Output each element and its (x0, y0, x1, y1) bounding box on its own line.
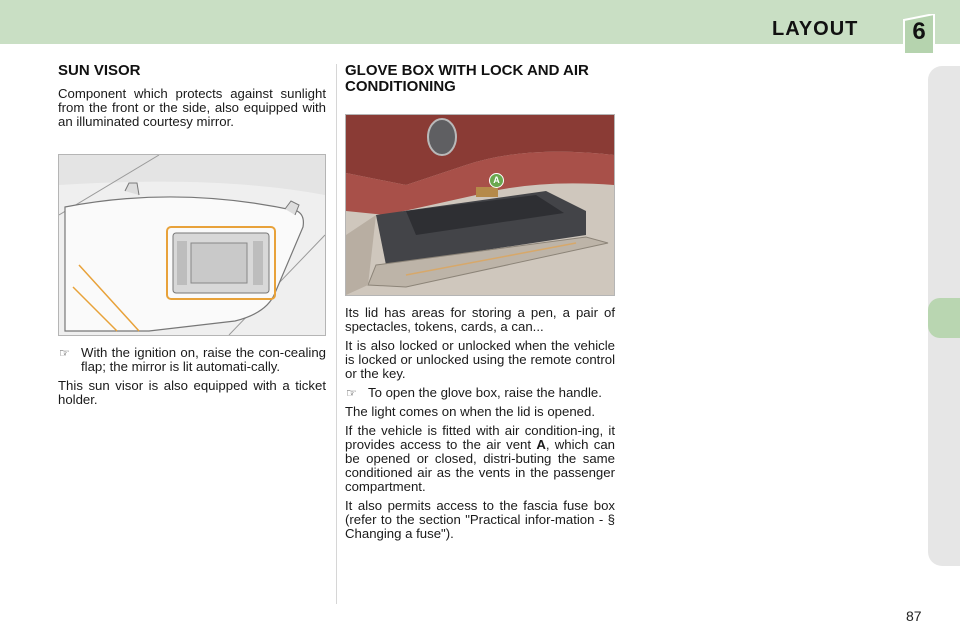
sun-visor-note: This sun visor is also equipped with a ticket holder. (58, 378, 326, 407)
glove-box-instruction-text: To open the glove box, raise the handle. (368, 385, 602, 400)
air-vent-callout-a: A (489, 173, 504, 188)
glove-box-p3: The light comes on when the lid is opened. (345, 404, 595, 419)
chapter-number: 6 (912, 18, 926, 45)
glove-box-p4-end: , which can be opened or closed, distri-buting the same conditioned air as the vents in the passenger compartment. (345, 437, 615, 494)
glove-box-p2: It is also locked or unlocked when the vehicle is locked or unlocked using the remote control or the key. (345, 338, 615, 381)
sun-visor-illustration (58, 154, 326, 336)
pointing-hand-icon: ☞ (346, 386, 357, 400)
chapter-title: LAYOUT (772, 18, 859, 40)
sun-visor-instruction (58, 346, 326, 374)
glove-box-p4 (345, 424, 615, 494)
glove-box-p4-start: If the vehicle is fitted with air condition-ing, it provides access to the air vent (345, 423, 615, 452)
glove-box-instruction (345, 386, 615, 400)
sun-visor-intro: Component which protects against sunlight from the front or the side, also equipped with an illuminated courtesy mirror. (58, 86, 326, 129)
air-vent-label: A (536, 437, 546, 452)
glove-box-photo (345, 114, 615, 296)
column-divider (336, 64, 337, 604)
sun-visor-section (58, 63, 326, 412)
sun-visor-instruction-text: With the ignition on, raise the con-cealing flap; the mirror is lit automati-cally. (81, 345, 326, 374)
pointing-hand-icon: ☞ (59, 346, 70, 360)
page-number: 87 (906, 608, 922, 624)
chapter-rail-marker (928, 298, 960, 338)
glove-box-section (345, 63, 615, 546)
glove-box-p5: It also permits access to the fascia fuse box (refer to the section "Practical infor-mation - § Changing a fuse"). (345, 498, 615, 541)
glove-box-p1: Its lid has areas for storing a pen, a pair of spectacles, tokens, cards, a can... (345, 305, 615, 334)
glove-box-heading: GLOVE BOX WITH LOCK AND AIR CONDITIONING (345, 62, 589, 95)
sun-visor-heading: SUN VISOR (58, 62, 141, 79)
